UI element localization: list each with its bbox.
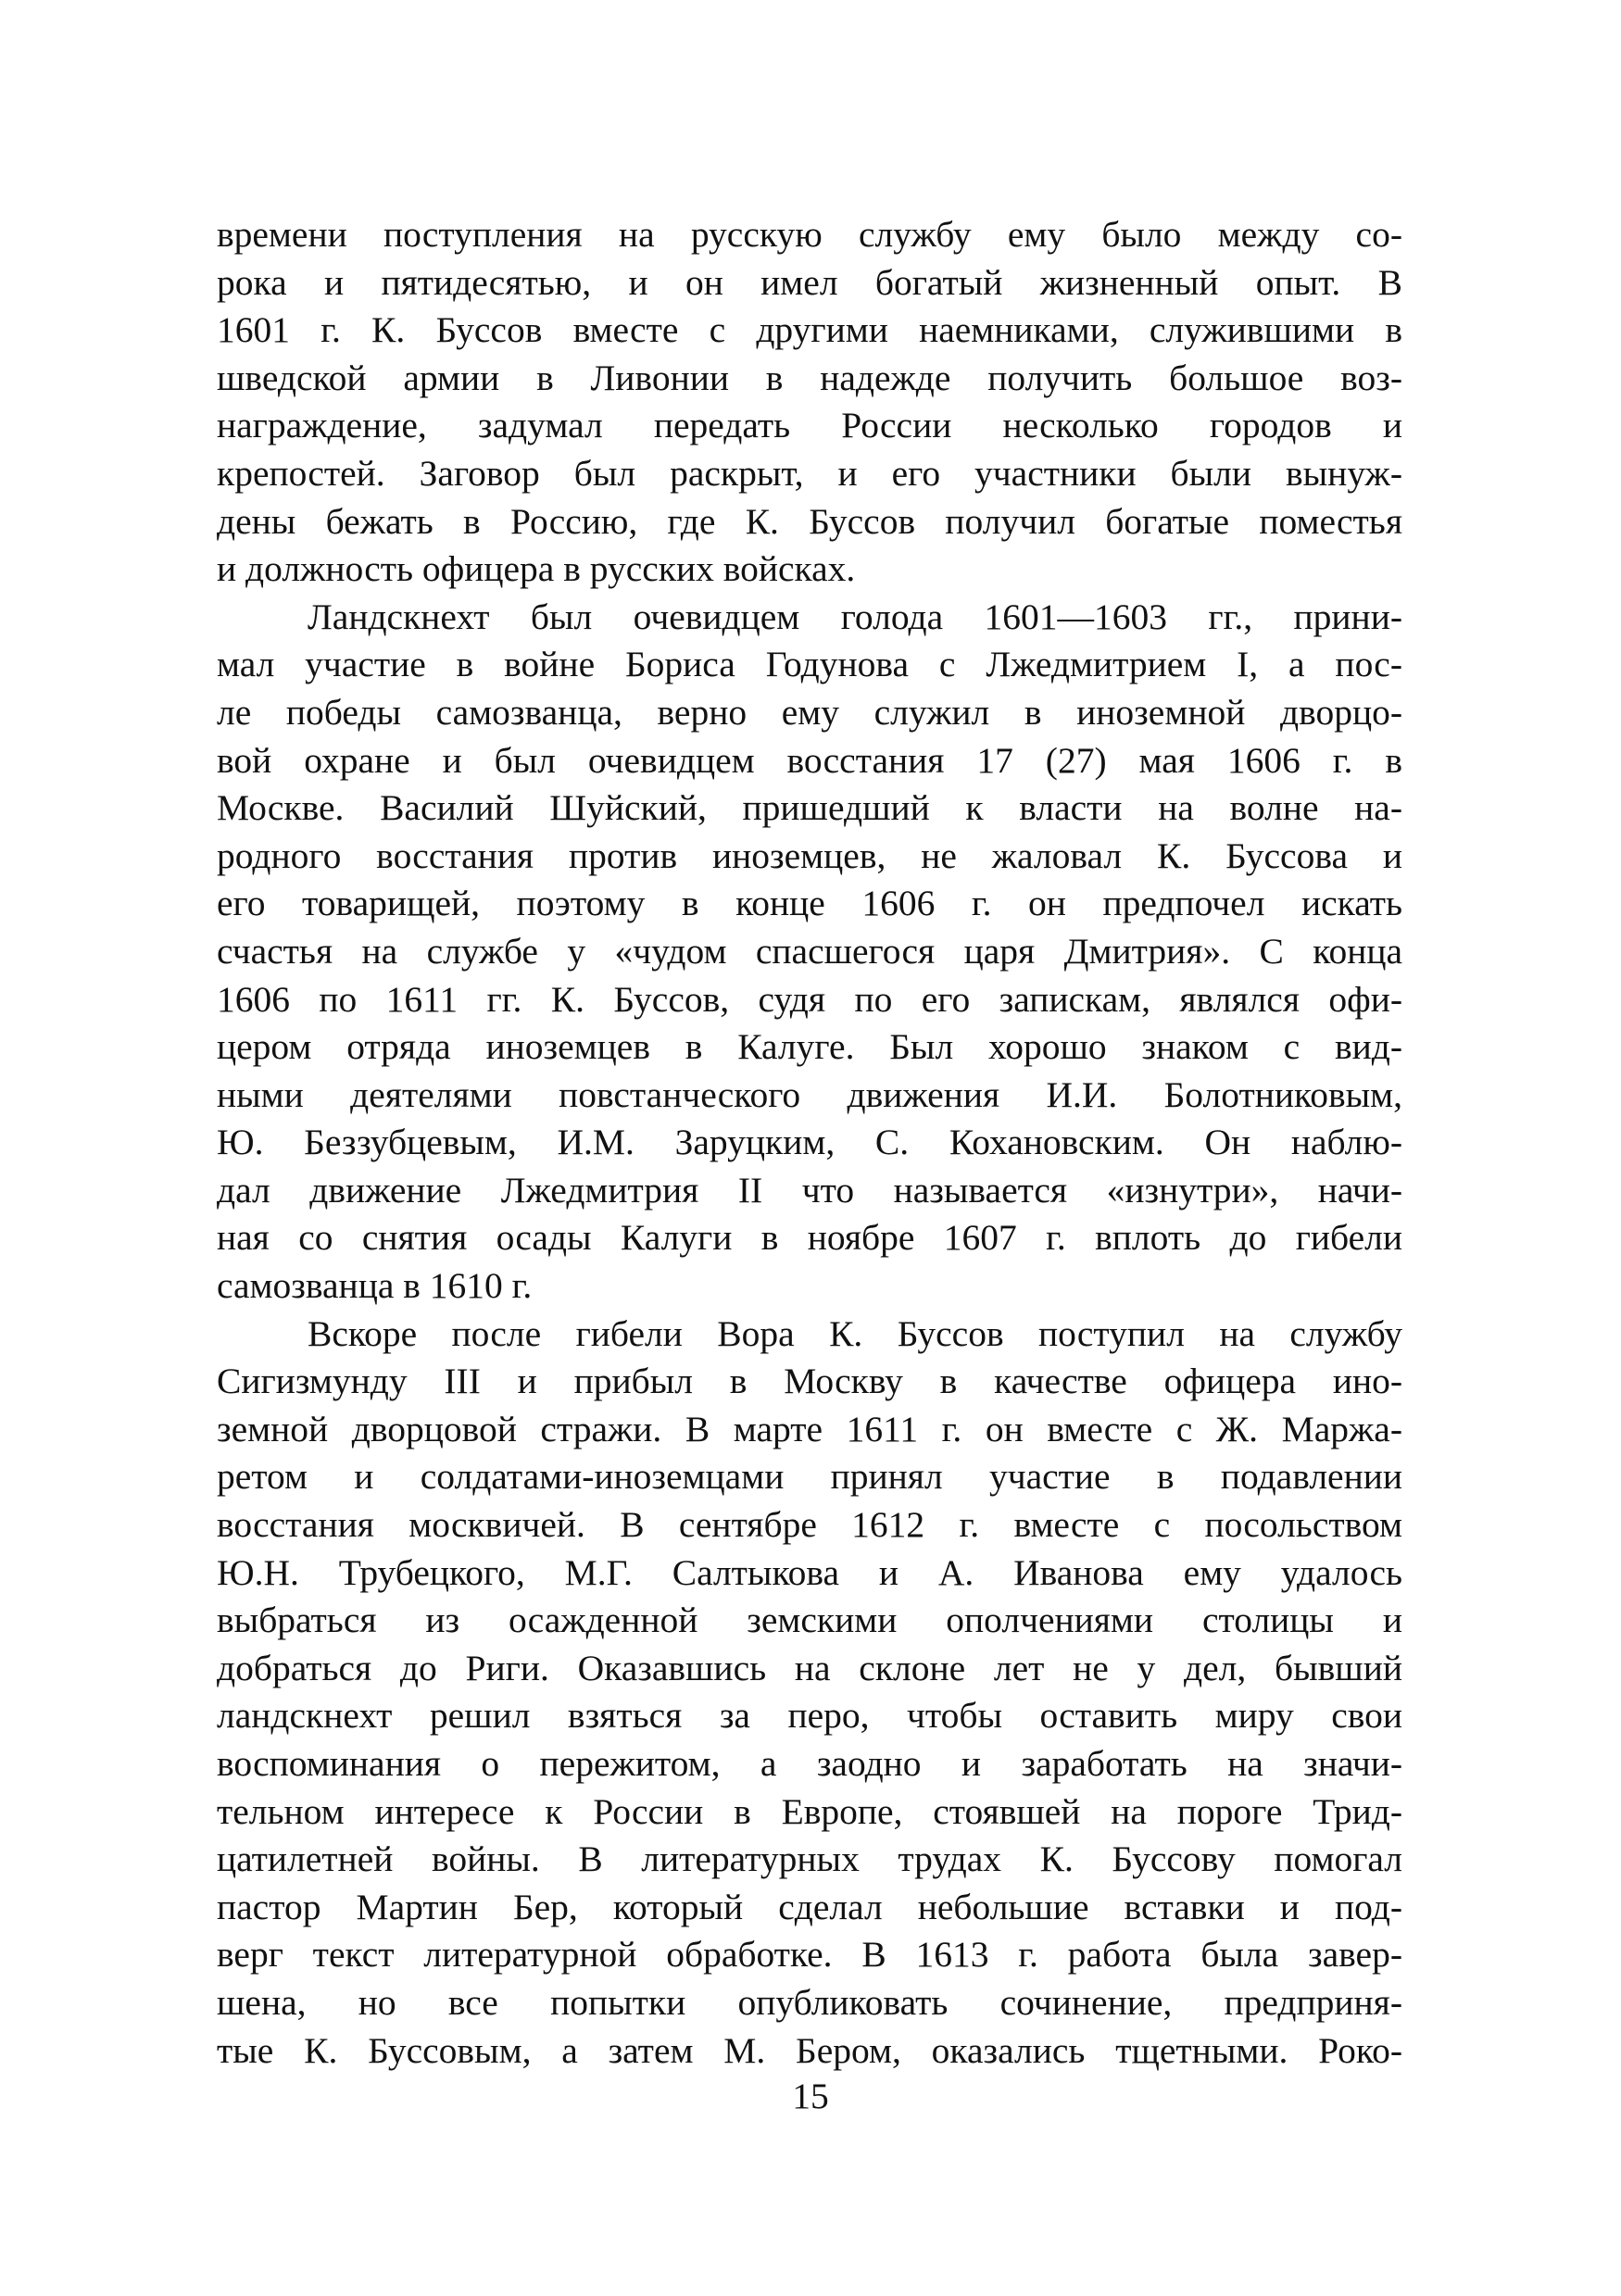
text-line: и должность офицера в русских войсках. <box>217 548 856 590</box>
text-line: мал участие в войне Бориса Годунова с Лжедмитрием I, а пос- <box>217 644 1402 685</box>
text-line: крепостей. Заговор был раскрыт, и его участники были вынуж- <box>217 452 1402 494</box>
paragraph-3 <box>217 1311 1402 2076</box>
text-line: вой охране и был очевидцем восстания 17 (27) мая 1606 г. в <box>217 739 1402 781</box>
text-line: восстания москвичей. В сентябре 1612 г. вместе с посольством <box>217 1504 1402 1546</box>
text-line: земной дворцовой стражи. В марте 1611 г. он вместе с Ж. Маржа- <box>217 1408 1402 1449</box>
text-line: самозванца в 1610 г. <box>217 1265 533 1307</box>
paragraph-2 <box>217 594 1402 1311</box>
text-line: 1606 по 1611 гг. К. Буссов, судя по его запискам, являлся офи- <box>217 978 1402 1020</box>
text-line: ле победы самозванца, верно ему служил в иноземной дворцо- <box>217 691 1402 733</box>
text-line: дены бежать в Россию, где К. Буссов получил богатые поместья <box>217 500 1402 542</box>
text-line: его товарищей, поэтому в конце 1606 г. он предпочел искать <box>217 883 1402 924</box>
text-line: ная со снятия осады Калуги в ноябре 1607 г. вплоть до гибели <box>217 1217 1402 1259</box>
text-line: награждение, задумал передать России несколько городов и <box>217 405 1402 446</box>
text-line: Москве. Василий Шуйский, пришедший к власти на волне на- <box>217 787 1402 829</box>
text-line: ретом и солдатами-иноземцами принял участие в подавлении <box>217 1456 1402 1498</box>
text-line: тельном интересе к России в Европе, стоявшей на пороге Трид- <box>217 1790 1402 1832</box>
text-line: родного восстания против иноземцев, не жаловал К. Буссова и <box>217 834 1402 876</box>
text-line: воспоминания о пережитом, а заодно и заработать на значи- <box>217 1743 1402 1784</box>
text-line: дал движение Лжедмитрия II что называется «изнутри», начи- <box>217 1169 1402 1211</box>
text-line: пастор Мартин Бер, который сделал небольшие вставки и под- <box>217 1886 1402 1927</box>
text-line: времени поступления на русскую службу ему было между со- <box>217 214 1402 255</box>
text-line: Ю. Беззубцевым, И.М. Заруцким, С. Кохановским. Он наблю- <box>217 1122 1402 1163</box>
text-line: рока и пятидесятью, и он имел богатый жизненный опыт. В <box>217 261 1402 303</box>
text-line: 1601 г. К. Буссов вместе с другими наемниками, служившими в <box>217 309 1402 351</box>
text-line: ными деятелями повстанческого движения И.И. Болотниковым, <box>217 1073 1402 1115</box>
text-line: верг текст литературной обработке. В 1613 г. работа была завер- <box>217 1934 1402 1976</box>
paragraph-1 <box>217 211 1402 594</box>
text-line: Ю.Н. Трубецкого, М.Г. Салтыкова и А. Иванова ему удалось <box>217 1551 1402 1593</box>
text-line: счастья на службе у «чудом спасшегося царя Дмитрия». С конца <box>217 930 1402 972</box>
text-line: Ландскнехт был очевидцем голода 1601—1603 гг., прини- <box>308 596 1402 637</box>
text-line: шведской армии в Ливонии в надежде получить большое воз- <box>217 357 1402 398</box>
text-line: Вскоре после гибели Вора К. Буссов поступил на службу <box>308 1312 1402 1354</box>
text-line: Сигизмунду III и прибыл в Москву в качестве офицера ино- <box>217 1361 1402 1402</box>
text-line: выбраться из осажденной земскими ополчениями столицы и <box>217 1600 1402 1641</box>
text-line: ландскнехт решил взяться за перо, чтобы оставить миру свои <box>217 1695 1402 1737</box>
page-body <box>217 211 1402 2075</box>
text-line: тые К. Буссовым, а затем М. Бером, оказались тщетными. Роко- <box>217 2029 1402 2071</box>
text-line: шена, но все попытки опубликовать сочинение, предприня- <box>217 1981 1402 2023</box>
text-line: цером отряда иноземцев в Калуге. Был хорошо знаком с вид- <box>217 1026 1402 1068</box>
text-line: добраться до Риги. Оказавшись на склоне лет не у дел, бывший <box>217 1647 1402 1688</box>
text-line: цатилетней войны. В литературных трудах К. Буссову помогал <box>217 1838 1402 1880</box>
page-number: 15 <box>792 2076 829 2116</box>
